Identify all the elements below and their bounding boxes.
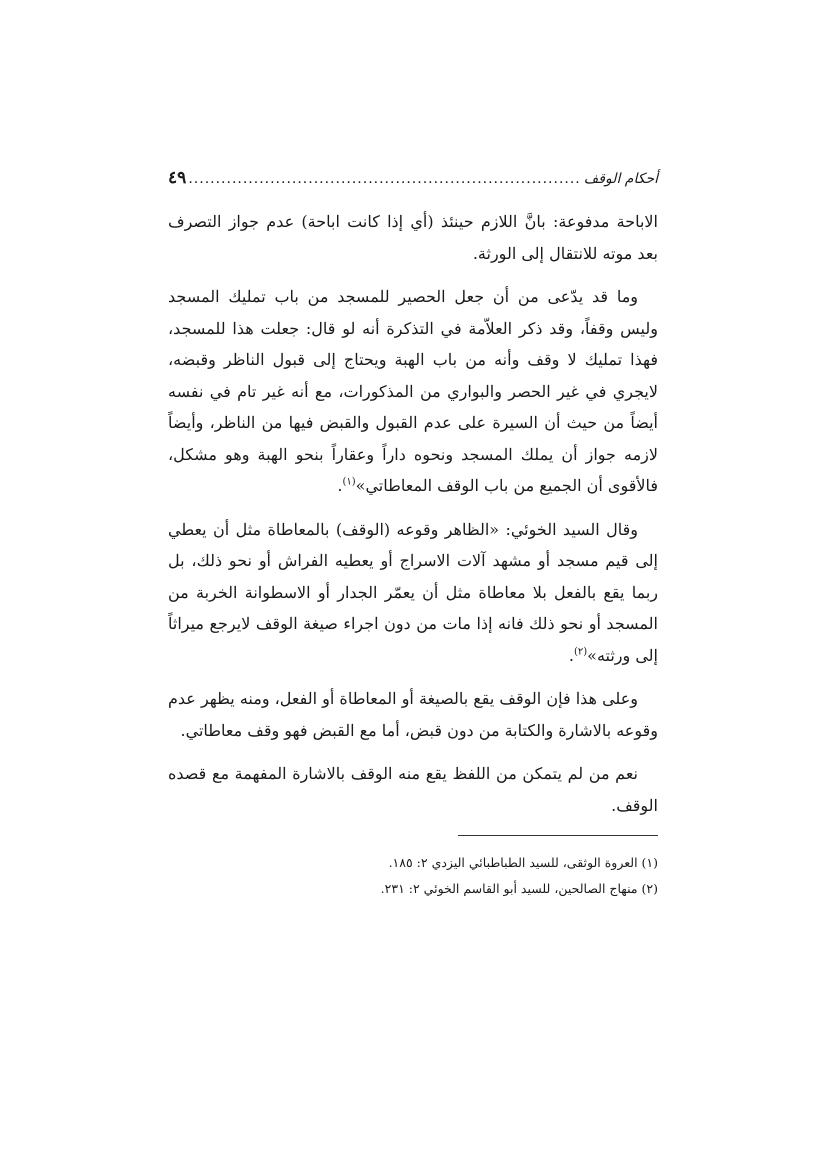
paragraph xyxy=(168,206,658,269)
paragraph-text: نعم من لم يتمكن من اللفظ يقع منه الوقف بالاشارة المفهمة مع قصده الوقف. xyxy=(168,764,658,815)
paragraph-end-punctuation: . xyxy=(337,476,343,495)
footnotes xyxy=(168,850,658,902)
paragraph xyxy=(168,281,658,502)
running-header-title: أحكام الوقف xyxy=(583,171,658,187)
paragraph xyxy=(168,683,658,746)
book-page xyxy=(168,168,658,902)
paragraph xyxy=(168,758,658,821)
page-number: ٤٩ xyxy=(168,168,187,188)
running-header xyxy=(168,168,658,198)
footnote-item: (١) العروة الوثقى، للسيد الطباطبائي اليزدي ٢: ١٨٥. xyxy=(388,855,658,870)
paragraph-text: وما قد يدّعى من أن جعل الحصير للمسجد من باب تمليك المسجد وليس وقفاً، وقد ذكر العلاّمة في التذكرة أنه لو قال: جعلت هذا للمسجد، فهذا تمليك لا وقف وأنه من باب الهبة ويحتاج إلى قبول الناظر وقبضه، لايجري في غير الحصر والبواري من المذكورات، مع أنه غير تام في نفسه أيضاً من حيث أن السيرة على عدم القبول والقبض فيها من الناظر، وأيضاً لازمه جواز أن يملك المسجد ونحوه داراً وعقاراً بنحو الهبة وهو مشكل، فالأقوى أن الجميع من باب الوقف المعاطاتي» xyxy=(168,287,658,495)
leader-dots xyxy=(189,171,581,187)
paragraph xyxy=(168,514,658,672)
paragraph-text: الاباحة مدفوعة: بانَّ اللازم حينئذ (أي إذا كانت اباحة) عدم جواز التصرف بعد موته للانتقال إلى الورثة. xyxy=(168,212,658,263)
footnote-item: (٢) منهاج الصالحين، للسيد أبو القاسم الخوئي ٢: ٢٣١. xyxy=(380,881,658,896)
footnote-reference: (١) xyxy=(342,476,356,488)
paragraph-text: وعلى هذا فإن الوقف يقع بالصيغة أو المعاطاة أو الفعل، ومنه يظهر عدم وقوعه بالاشارة والكتابة من دون قبض، أما مع القبض فهو وقف معاطاتي. xyxy=(168,689,658,740)
footnote-reference: (٢) xyxy=(573,646,588,658)
footnote-separator xyxy=(458,835,658,836)
paragraph-end-punctuation: . xyxy=(568,645,574,665)
body-text xyxy=(168,206,658,821)
paragraph-text: وقال السيد الخوئي: «الظاهر وقوعه (الوقف) بالمعاطاة مثل أن يعطي إلى قيم مسجد أو مشهد آلات الاسراج أو يعطيه الفراش أو نحو ذلك، بل ربما يقع بالفعل بلا معاطاة مثل أن يعمّر الجدار أو الاسطوانة الخربة من المسجد أو نحو ذلك فانه إذا مات من دون اجراء صيغة الوقف لايرجع ميراثاً إلى ورثته» xyxy=(168,519,658,665)
